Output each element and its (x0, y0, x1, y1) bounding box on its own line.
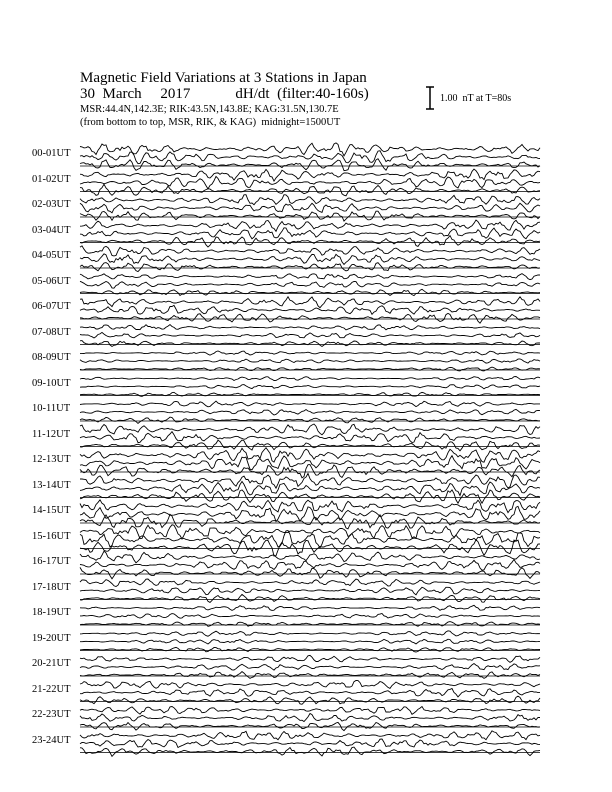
hour-label: 00-01UT (32, 148, 71, 159)
trace-msr-16-17UT (80, 567, 540, 578)
trace-kag-16-17UT (80, 551, 540, 563)
hour-label: 22-23UT (32, 709, 71, 720)
station-order-note: (from bottom to top, MSR, RIK, & KAG) midnight=1500UT (80, 117, 341, 128)
trace-rik-12-13UT (80, 456, 540, 470)
hour-label: 15-16UT (32, 530, 71, 542)
hour-label: 11-12UT (32, 428, 71, 440)
trace-msr-00-01UT (80, 159, 540, 171)
trace-kag-04-05UT (80, 246, 540, 256)
hour-label: 21-22UT (32, 683, 71, 695)
trace-rik-03-04UT (80, 228, 540, 239)
hour-label: 23-24UT (32, 734, 71, 746)
trace-msr-20-21UT (80, 672, 540, 679)
trace-rik-10-11UT (80, 409, 540, 415)
hour-label: 04-05UT (32, 250, 71, 261)
hour-label: 16-17UT (32, 556, 71, 567)
trace-kag-05-06UT (80, 274, 540, 280)
trace-msr-10-11UT (80, 417, 540, 423)
date-filter-line: 30 March 2017 dH/dt (filter:40-160s) (80, 86, 369, 102)
hour-label: 13-14UT (32, 479, 71, 491)
hour-label: 18-19UT (32, 607, 71, 618)
hour-label: 09-10UT (32, 377, 71, 389)
trace-msr-15-16UT (80, 540, 540, 556)
hour-label: 12-13UT (32, 454, 71, 465)
trace-kag-00-01UT (80, 143, 540, 156)
trace-rik-17-18UT (80, 587, 540, 595)
trace-rik-21-22UT (80, 689, 540, 697)
trace-kag-17-18UT (80, 579, 540, 587)
trace-kag-11-12UT (80, 424, 540, 435)
trace-kag-21-22UT (80, 681, 540, 689)
trace-kag-23-24UT (80, 731, 540, 740)
trace-rik-11-12UT (80, 432, 540, 443)
hour-label: 17-18UT (32, 581, 71, 593)
trace-kag-07-08UT (80, 325, 540, 330)
trace-kag-15-16UT (80, 525, 540, 539)
trace-msr-21-22UT (80, 696, 540, 704)
trace-msr-05-06UT (80, 289, 540, 295)
trace-rik-09-10UT (80, 385, 540, 389)
trace-kag-02-03UT (80, 195, 540, 205)
hour-label: 01-02UT (32, 173, 71, 185)
trace-rik-23-24UT (80, 739, 540, 748)
trace-rik-05-06UT (80, 281, 540, 288)
trace-kag-03-04UT (80, 220, 540, 231)
trace-kag-12-13UT (80, 448, 540, 463)
trace-kag-20-21UT (80, 655, 540, 662)
trace-msr-07-08UT (80, 341, 540, 347)
trace-rik-06-07UT (80, 305, 540, 314)
trace-msr-13-14UT (80, 490, 540, 503)
trace-msr-22-23UT (80, 722, 540, 730)
trace-msr-04-05UT (80, 263, 540, 272)
hour-label: 07-08UT (32, 326, 71, 338)
trace-msr-01-02UT (80, 184, 540, 196)
trace-kag-08-09UT (80, 351, 540, 355)
trace-kag-10-11UT (80, 401, 540, 407)
hour-label: 05-06UT (32, 275, 71, 287)
trace-rik-18-19UT (80, 614, 540, 619)
trace-msr-02-03UT (80, 211, 540, 221)
trace-msr-17-18UT (80, 594, 540, 602)
hour-label: 03-04UT (32, 224, 71, 236)
trace-msr-12-13UT (80, 465, 540, 478)
chart-title: Magnetic Field Variations at 3 Stations in Japan (80, 70, 367, 86)
hour-label: 06-07UT (32, 301, 71, 312)
trace-kag-01-02UT (80, 169, 540, 181)
scale-label: 1.00 nT at T=80s (440, 93, 512, 104)
trace-rik-07-08UT (80, 332, 540, 338)
trace-kag-14-15UT (80, 500, 540, 513)
trace-rik-00-01UT (80, 151, 540, 164)
trace-rik-08-09UT (80, 359, 540, 363)
trace-kag-19-20UT (80, 631, 540, 636)
trace-rik-02-03UT (80, 203, 540, 213)
hour-label: 14-15UT (32, 505, 71, 516)
hour-label: 08-09UT (32, 352, 71, 363)
trace-rik-04-05UT (80, 254, 540, 265)
trace-rik-19-20UT (80, 639, 540, 644)
trace-kag-13-14UT (80, 474, 540, 489)
trace-rik-16-17UT (80, 559, 540, 570)
trace-msr-19-20UT (80, 647, 540, 652)
hour-label: 10-11UT (32, 403, 71, 414)
trace-rik-13-14UT (80, 481, 540, 495)
trace-rik-20-21UT (80, 664, 540, 671)
trace-msr-23-24UT (80, 747, 540, 756)
trace-msr-03-04UT (80, 236, 540, 247)
hour-label: 19-20UT (32, 632, 71, 644)
trace-msr-06-07UT (80, 313, 540, 323)
trace-kag-18-19UT (80, 605, 540, 610)
trace-msr-11-12UT (80, 440, 540, 451)
trace-rik-22-23UT (80, 714, 540, 722)
trace-kag-06-07UT (80, 297, 540, 308)
station-coordinates: MSR:44.4N,142.3E; RIK:43.5N,143.8E; KAG:31.5N,130.7E (80, 104, 339, 115)
trace-msr-18-19UT (80, 622, 540, 627)
hour-label: 02-03UT (32, 199, 71, 210)
hour-label: 20-21UT (32, 658, 71, 669)
trace-kag-09-10UT (80, 377, 540, 381)
